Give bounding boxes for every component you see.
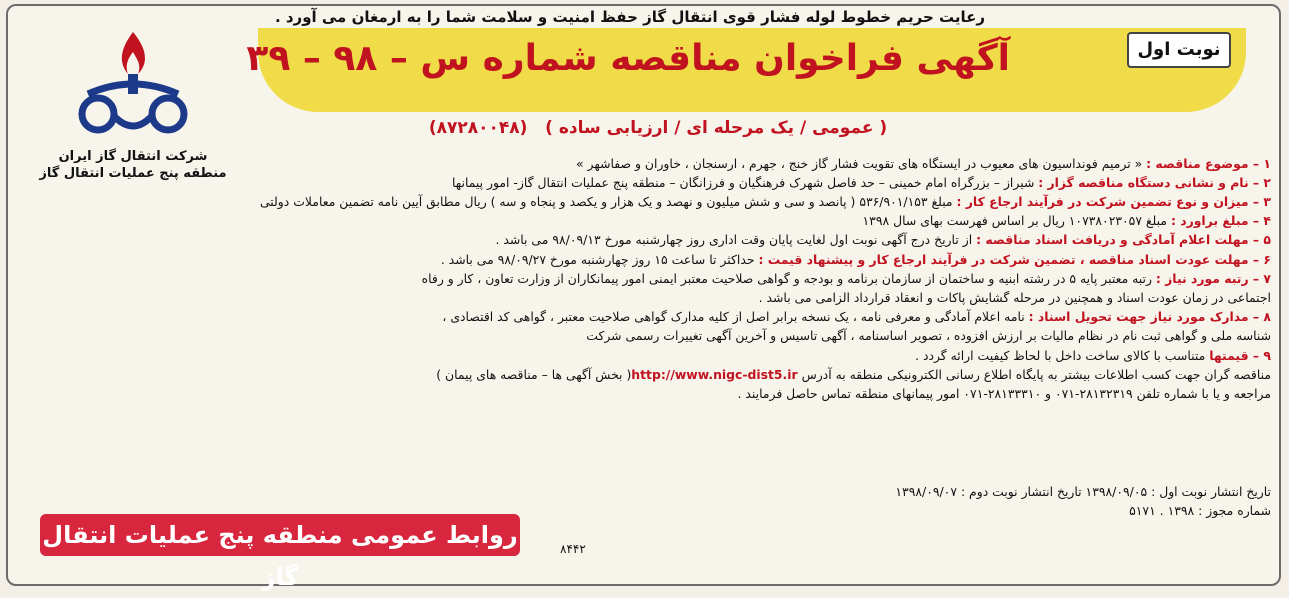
info-line bbox=[21, 365, 1271, 384]
list-item bbox=[21, 192, 1271, 211]
publish-date-line: تاریخ انتشار نوبت اول : ۱۳۹۸/۰۹/۰۵ تاریخ انتشار نوبت دوم : ۱۳۹۸/۰۹/۰۷ bbox=[895, 484, 1271, 499]
contact-line: مراجعه و یا با شماره تلفن ۲۸۱۳۲۳۱۹-۰۷۱ و ۲۸۱۳۳۳۱۰-۰۷۱ امور پیمانهای منطقه تماس حاصل فرمایند . bbox=[737, 386, 1271, 402]
list-item-cont: اجتماعی در زمان عودت اسناد و همچنین در مرحله گشایش پاکات و انعقاد قرارداد الزامی می باشد . bbox=[758, 290, 1271, 306]
item-label: ۱ – موضوع مناقصه : bbox=[1146, 156, 1271, 171]
item-label: ۶ – مهلت عودت اسناد مناقصه ، تضمین شرکت در فرآیند ارجاع کار و پیشنهاد قیمت : bbox=[758, 251, 1271, 267]
item-text: مبلغ ۱۰۷۳۸۰۲۳۰۵۷ ریال بر اساس فهرست بهای سال ۱۳۹۸ bbox=[862, 213, 1167, 229]
company-block bbox=[28, 148, 238, 182]
item-label: ۵ – مهلت اعلام آمادگی و دریافت اسناد مناقصه : bbox=[976, 232, 1271, 248]
item-text: متناسب با کالای ساخت داخل با لحاظ کیفیت ارائه گردد . bbox=[915, 347, 1206, 363]
tender-code: (۸۷۲۸۰۰۴۸) bbox=[428, 118, 528, 138]
nigc-flame-logo-icon bbox=[58, 24, 208, 144]
item-label: ۷ – رتبه مورد نیاز : bbox=[1155, 270, 1271, 286]
round-badge: نوبت اول bbox=[1127, 32, 1231, 68]
permit-number: شماره مجوز : ۱۳۹۸ . ۵۱۷۱ bbox=[1129, 503, 1271, 519]
info-text: مناقصه گران جهت کسب اطلاعات بیشتر به پایگاه اطلاع رسانی الکترونیکی منطقه به آدرس bbox=[801, 366, 1271, 382]
item-label: ۸ – مدارک مورد نیاز جهت تحویل اسناد : bbox=[1028, 309, 1271, 325]
tender-items-full bbox=[21, 192, 1271, 403]
list-item bbox=[21, 269, 1271, 288]
company-name: شرکت انتقال گاز ایران bbox=[58, 149, 208, 164]
website-link[interactable]: http://www.nigc-dist5.ir bbox=[631, 366, 798, 382]
item-label: ۹ – قیمتها bbox=[1209, 347, 1271, 363]
tender-type bbox=[318, 118, 998, 138]
list-item-cont: شناسه ملی و گواهی ثبت نام در نظام مالیات بر ارزش افزوده ، تصویر اساسنامه ، آگهی تاسیس و آخرین آگهی تغییرات رسمی شرکت bbox=[586, 328, 1271, 344]
public-relations-banner: روابط عمومی منطقه پنج عملیات انتقال گاز bbox=[40, 514, 520, 556]
list-item bbox=[21, 230, 1271, 249]
item-text: شیراز – بزرگراه امام خمینی – حد فاصل شهرک فرهنگیان و فرزانگان – منطقه پنج عملیات انتقال گاز- امور پیمانها bbox=[452, 175, 1035, 191]
publish-dates bbox=[895, 482, 1271, 520]
item-label: ۲ – نام و نشانی دستگاه مناقصه گزار : bbox=[1038, 175, 1271, 191]
tender-items bbox=[259, 154, 1271, 192]
item-text: نامه اعلام آمادگی و معرفی نامه ، یک نسخه برابر اصل از کلیه مدارک گواهی صلاحیت معتبر ، گواهی کد اقتصادی ، bbox=[442, 309, 1025, 325]
item-label: ۳ – میزان و نوع تضمین شرکت در فرآیند ارجاع کار : bbox=[956, 194, 1271, 209]
list-item bbox=[21, 211, 1271, 230]
list-item bbox=[21, 307, 1271, 326]
company-region: منطقه پنج عملیات انتقال گاز bbox=[39, 166, 227, 181]
info-text-post: ( بخش آگهی ها – مناقصه های پیمان ) bbox=[436, 366, 632, 382]
item-label: ۴ – مبلغ براورد : bbox=[1170, 213, 1271, 229]
list-item bbox=[21, 346, 1271, 365]
item-text: « ترمیم فونداسیون های معیوب در ایستگاه های تقویت فشار گاز خنج ، جهرم ، ارسنجان ، خاوران و صفاشهر » bbox=[576, 156, 1143, 171]
tender-type-text: ( عمومی / یک مرحله ای / ارزیابی ساده ) bbox=[545, 118, 888, 138]
list-item bbox=[259, 154, 1271, 173]
item-text: رتبه معتبر پایه ۵ در رشته ابنیه و ساختمان از سازمان برنامه و بودجه و گواهی صلاحیت معتبر ایمنی امور پیمانکاران از وزارت تعاون ، کار و رفاه bbox=[421, 270, 1152, 286]
item-text: حداکثر تا ساعت ۱۵ روز چهارشنبه مورخ ۹۸/۰۹/۲۷ می باشد . bbox=[440, 251, 755, 267]
safety-tagline: رعایت حریم خطوط لوله فشار قوی انتقال گاز حفظ امنیت و سلامت شما را به ارمغان می آورد . bbox=[274, 8, 986, 26]
ad-code: ۸۴۴۲ bbox=[560, 542, 586, 556]
list-item bbox=[21, 250, 1271, 269]
page-title: آگهی فراخوان مناقصه شماره س – ۹۸ – ۳۹ bbox=[246, 38, 1010, 79]
item-text: از تاریخ درج آگهی نوبت اول لغایت پایان وقت اداری روز چهارشنبه مورخ ۹۸/۰۹/۱۳ می باشد . bbox=[495, 232, 973, 248]
item-text: مبلغ ۵۳۶/۹۰۱/۱۵۳ ( پانصد و سی و شش میلیون و نهصد و یک هزار و یکصد و پنجاه و سه ) ریال مطابق آیین نامه تضمین معاملات دولتی bbox=[259, 194, 953, 209]
list-item bbox=[259, 173, 1271, 192]
